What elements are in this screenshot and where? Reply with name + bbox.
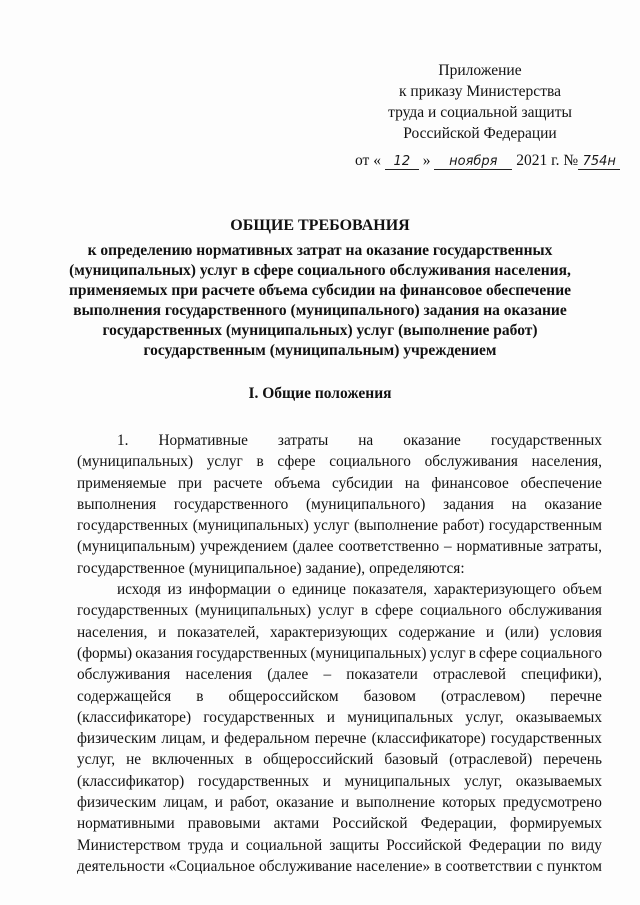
body-word: муниципальных xyxy=(344,772,451,790)
body-word: базовом xyxy=(363,687,416,705)
body-line xyxy=(77,473,602,494)
body-word: сфере xyxy=(277,453,316,471)
body-word: обслуживание xyxy=(259,857,353,875)
body-line xyxy=(77,515,602,536)
body-word: обслуживания xyxy=(508,602,602,620)
body-word: физическим xyxy=(77,794,157,812)
body-word: деятельности xyxy=(77,857,165,875)
body-word: перечень xyxy=(543,751,602,769)
body-word: сфере xyxy=(479,644,518,662)
body-word: оказания xyxy=(135,644,194,662)
body-word: социальной xyxy=(245,836,323,854)
body-word: и xyxy=(322,772,331,790)
title-sub-line: применяемых при расчете объема субсидии на финансовое обеспечение xyxy=(68,282,572,299)
body-word: услуг, xyxy=(77,751,116,769)
body-word: Федерации xyxy=(468,836,541,854)
order-date-line xyxy=(355,152,620,170)
body-word: характеризующих xyxy=(270,623,388,641)
body-word: характеризующего xyxy=(433,581,556,599)
body-word: Министерством xyxy=(77,836,181,854)
body-line xyxy=(77,771,602,792)
body-word: (муниципальное) xyxy=(188,559,302,577)
body-word: отраслевой xyxy=(433,666,506,684)
body-word: государственным xyxy=(488,517,602,535)
body-word: при xyxy=(177,474,202,492)
body-word: с xyxy=(536,857,544,875)
body-word: оказываемых xyxy=(515,772,602,790)
body-word: в xyxy=(196,687,204,705)
body-word: и xyxy=(158,623,167,641)
body-word: населения, xyxy=(77,623,148,641)
body-word: и xyxy=(326,708,335,726)
body-line xyxy=(77,643,602,664)
body-word: актами xyxy=(273,815,320,833)
body-word: и xyxy=(214,794,223,812)
body-word: услуг xyxy=(206,453,243,471)
body-word: (выполнение xyxy=(354,517,439,535)
body-word: финансовое xyxy=(431,474,509,492)
body-word: государственных xyxy=(77,602,189,620)
body-word: перечне xyxy=(314,730,367,748)
body-word: (муниципальных) xyxy=(77,453,194,471)
date-prefix: от « xyxy=(355,152,381,169)
body-word: (муниципальных) xyxy=(310,644,427,662)
body-word: нормативные xyxy=(456,538,544,556)
body-word: по xyxy=(548,836,564,854)
date-mid: » xyxy=(422,152,431,169)
body-word: предусмотрено xyxy=(502,794,602,812)
body-word: не xyxy=(126,751,142,769)
body-word: на xyxy=(404,474,420,492)
body-word: работ, xyxy=(230,794,270,812)
document-title xyxy=(60,216,580,361)
body-word: задания xyxy=(443,495,494,513)
body-word: (муниципальных) xyxy=(192,517,309,535)
body-word: государственное xyxy=(77,559,185,577)
handwritten-month: ноября xyxy=(434,155,512,170)
body-word: специфики), xyxy=(521,666,602,684)
body-word: в xyxy=(468,644,476,662)
body-word: показатели xyxy=(346,666,418,684)
body-word: государственных xyxy=(77,517,189,535)
body-word: из xyxy=(167,581,182,599)
body-word: затраты, xyxy=(547,538,602,556)
body-word: объем xyxy=(562,581,602,599)
body-word: и xyxy=(230,836,239,854)
body-word: виду xyxy=(571,836,602,854)
body-word: в xyxy=(434,857,442,875)
body-word: в xyxy=(244,751,253,769)
appendix-line: к приказу Министерства xyxy=(399,83,561,100)
body-word: государственных xyxy=(197,772,310,790)
appendix-line: Российской Федерации xyxy=(403,125,557,142)
body-word: и xyxy=(210,730,220,748)
body-line xyxy=(77,579,602,600)
body-line xyxy=(77,707,602,728)
title-sub-line: государственных (муниципальных) услуг (выполнение работ) xyxy=(102,322,538,339)
body-word: Российской xyxy=(386,836,462,854)
body-word: (отраслевом) xyxy=(440,687,526,705)
title-main: ОБЩИЕ ТРЕБОВАНИЯ xyxy=(230,217,410,234)
body-word: общероссийский xyxy=(263,751,374,769)
body-word: Российской xyxy=(332,815,408,833)
body-word: населения, xyxy=(531,453,602,471)
body-word: «Социальное xyxy=(168,857,255,875)
body-word: (далее xyxy=(267,666,309,684)
body-word: оказываемых xyxy=(515,708,602,726)
title-sub-line: государственным (муниципальным) учреждением xyxy=(143,342,497,359)
body-word: (классификаторе) xyxy=(77,708,192,726)
body-word: показателя, xyxy=(352,581,427,599)
body-word: на xyxy=(511,495,527,513)
body-word: оказание xyxy=(276,794,334,812)
body-line xyxy=(77,600,602,621)
body-word: задание), xyxy=(305,559,366,577)
body-word: обеспечение xyxy=(520,474,602,492)
body-word: услуг, xyxy=(464,772,503,790)
handwritten-order-number: 754н xyxy=(578,155,620,170)
body-word: (муниципального) xyxy=(305,495,426,513)
body-word: (или) xyxy=(504,623,540,641)
body-word: расчете xyxy=(213,474,263,492)
body-word: информации xyxy=(188,581,271,599)
body-word: выполнения xyxy=(77,495,157,513)
body-word: применяемые xyxy=(77,474,167,492)
body-word: единице xyxy=(292,581,346,599)
title-sub-line: (муниципальных) услуг в сфере социального обслуживания населения, xyxy=(69,262,571,279)
title-sub-line: к определению нормативных затрат на оказание государственных xyxy=(87,242,553,259)
body-word: государственного xyxy=(173,495,289,513)
body-word: условия xyxy=(549,623,602,641)
body-word: оказание xyxy=(403,432,461,449)
body-word: – xyxy=(323,666,332,684)
body-word: содержащейся xyxy=(77,687,172,705)
body-word: (формы) xyxy=(77,644,133,662)
body-word: труда xyxy=(187,836,224,854)
body-line xyxy=(77,728,602,749)
body-line xyxy=(77,813,602,834)
body-word: услуг xyxy=(318,602,354,620)
handwritten-day: 12 xyxy=(385,155,419,170)
body-word: на xyxy=(358,432,374,449)
body-word: (далее xyxy=(292,538,334,556)
body-word: и xyxy=(340,794,350,812)
body-word: пунктом xyxy=(547,857,602,875)
body-line xyxy=(77,686,602,707)
body-word: муниципальных xyxy=(347,708,454,726)
body-word: базовый xyxy=(384,751,439,769)
body-word: (отраслевой) xyxy=(449,751,533,769)
body-word: оказание xyxy=(544,495,602,513)
body-word: общероссийском xyxy=(228,687,339,705)
body-word: государственных xyxy=(490,432,602,449)
body-word: формируемых xyxy=(509,815,602,833)
body-word: правовыми xyxy=(187,815,261,833)
body-word: соответствии xyxy=(445,857,533,875)
body-word: население» xyxy=(356,857,431,875)
body-word: нормативными xyxy=(77,815,175,833)
appendix-line: Приложение xyxy=(438,62,522,79)
body-word: государственных xyxy=(490,730,602,748)
body-word: в xyxy=(256,453,264,471)
body-word: (классификатор) xyxy=(77,772,185,790)
body-word: защиты xyxy=(329,836,380,854)
body-line xyxy=(77,835,602,856)
body-line xyxy=(77,558,602,579)
body-line xyxy=(77,451,602,472)
body-line xyxy=(77,792,602,813)
body-word: соответственно xyxy=(338,538,440,556)
body-word: – xyxy=(443,538,452,556)
body-word: государственных xyxy=(203,708,315,726)
body-word: исходя xyxy=(117,581,161,599)
body-word: и xyxy=(485,623,495,641)
body-word: (муниципальных) xyxy=(195,602,312,620)
body-word: в xyxy=(360,602,369,620)
body-word: 1. xyxy=(117,432,129,449)
body-line xyxy=(77,494,602,515)
body-word: услуг xyxy=(313,517,350,535)
body-word: обслуживания xyxy=(424,453,518,471)
title-subtitle xyxy=(60,241,580,361)
section-heading: I. Общие положения xyxy=(248,385,392,402)
body-word: учреждением xyxy=(199,538,288,556)
title-sub-line: выполнения государственного (муниципального) задания на оказание xyxy=(73,302,567,319)
body-word: которых xyxy=(442,794,496,812)
body-word: государственных xyxy=(196,644,308,662)
body-word: лицам, xyxy=(161,730,206,748)
body-line xyxy=(77,622,602,643)
body-word: перечне xyxy=(550,687,602,705)
body-word: затраты xyxy=(277,432,329,449)
appendix-line: труда и социальной защиты xyxy=(388,104,572,121)
body-word: (классификаторе) xyxy=(371,730,486,748)
body-word: социального xyxy=(329,453,411,471)
body-word: населения xyxy=(185,666,253,684)
body-word: (муниципальным) xyxy=(77,538,196,556)
body-word: выполнение xyxy=(356,794,436,812)
body-word: субсидии xyxy=(332,474,393,492)
date-year: 2021 г. № xyxy=(516,152,579,169)
body-line xyxy=(77,536,602,557)
body-line xyxy=(77,749,602,770)
body-word: включенных xyxy=(152,751,234,769)
appendix-block xyxy=(380,60,580,144)
body-text xyxy=(77,430,602,877)
body-word: услуг xyxy=(429,644,466,662)
body-word: социального xyxy=(420,602,502,620)
body-word: работ) xyxy=(442,517,485,535)
body-word: обслуживания xyxy=(77,666,171,684)
body-word: показателей, xyxy=(177,623,260,641)
body-word: объема xyxy=(274,474,321,492)
body-word: сфере xyxy=(375,602,414,620)
body-word: о xyxy=(277,581,286,599)
body-word: Федерации, xyxy=(420,815,497,833)
body-word: физическим xyxy=(77,730,157,748)
body-word: услуг, xyxy=(465,708,504,726)
body-line xyxy=(77,856,602,877)
body-word: определяются: xyxy=(369,559,465,577)
body-word: федеральном xyxy=(224,730,310,748)
body-line xyxy=(77,430,602,451)
body-word: содержание xyxy=(398,623,476,641)
body-word: Нормативные xyxy=(158,432,248,449)
body-word: социального xyxy=(520,644,602,662)
body-word: лицам, xyxy=(163,794,208,812)
body-line xyxy=(77,664,602,685)
